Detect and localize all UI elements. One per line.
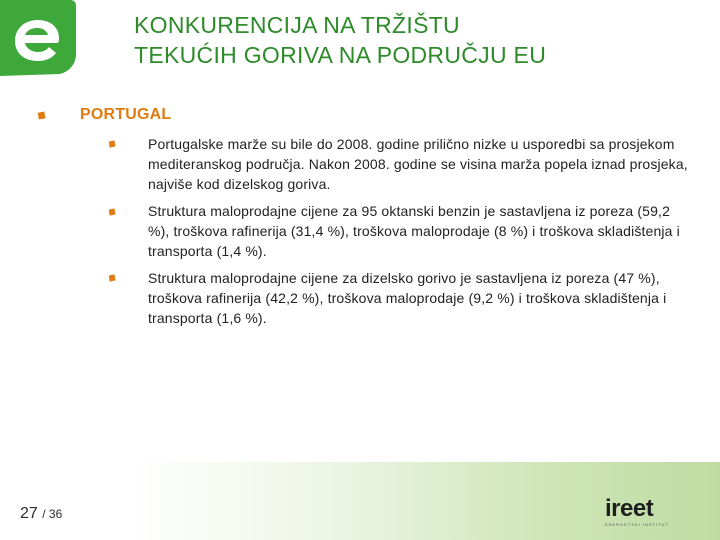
title-line-2: TEKUĆIH GORIVA NA PODRUČJU EU bbox=[134, 42, 547, 68]
list-item: Portugalske marže su bile do 2008. godine prilično nizke u usporedbi sa prosjekom mediteranskog područja. Nakon 2008. godine se visina marža popela iznad prosjeka, najviše kod dizelskog goriva. bbox=[148, 136, 688, 192]
list-item: Struktura maloprodajne cijene za dizelsko gorivo je sastavljena iz poreza (47 %), troškova rafinerija (42,2 %), troškova maloprodaje (9,2 %) i troškova skladištenja i transporta (1,6 %). bbox=[148, 270, 667, 326]
ireet-logo-text: ireet bbox=[605, 495, 654, 522]
item-bullet-icon bbox=[108, 274, 116, 282]
page-current: 27 bbox=[20, 505, 38, 522]
title-line-1: KONKURENCIJA NA TRŽIŠTU bbox=[134, 12, 460, 38]
item-bullet-icon bbox=[108, 208, 116, 216]
section-title: PORTUGAL bbox=[80, 106, 172, 123]
ireet-logo bbox=[605, 495, 653, 523]
list-item: Struktura maloprodajne cijene za 95 oktanski benzin je sastavljena iz poreza (59,2 %), troškova rafinerija (31,4 %), troškova maloprodaje (8 %) i troškova skladištenja i transporta (1,4 %). bbox=[148, 203, 680, 259]
section-bullet-icon bbox=[37, 111, 46, 120]
e-logo-icon bbox=[0, 0, 76, 76]
page-total: / 36 bbox=[42, 507, 63, 521]
item-bullet-icon bbox=[108, 140, 116, 148]
page-number bbox=[20, 505, 62, 523]
page-title bbox=[134, 10, 546, 70]
ireet-tagline: ENERGETSKI INSTITUT bbox=[605, 522, 669, 527]
